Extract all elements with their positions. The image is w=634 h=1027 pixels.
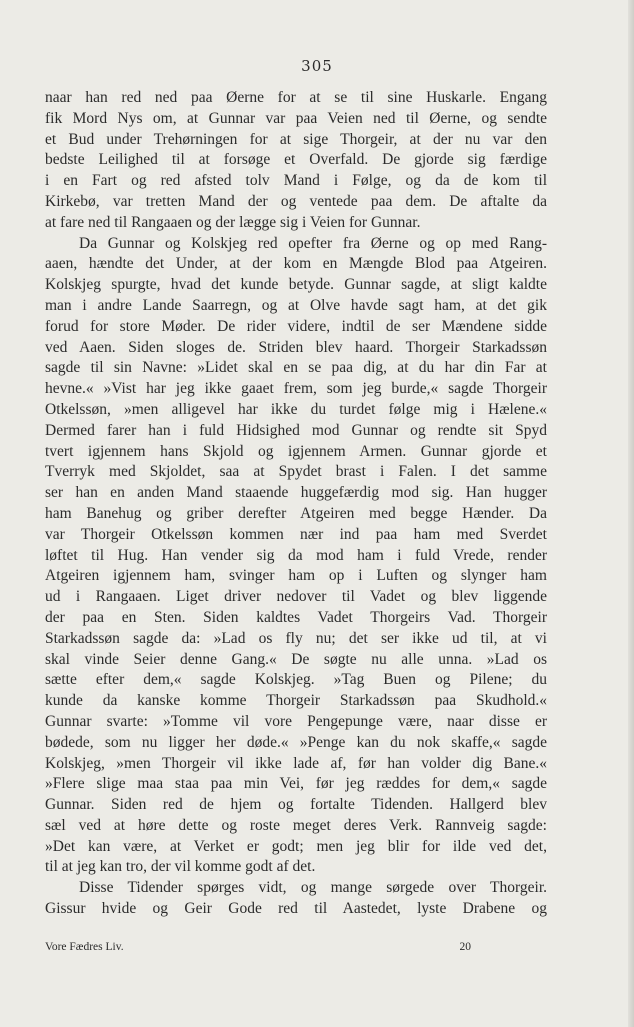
text-line: ud i Rangaaen. Liget driver nedover til Vadet og blev liggende xyxy=(45,588,547,606)
text-line: Gissur hvide og Geir Gode red til Aastedet, lyste Drabene og xyxy=(45,900,547,918)
text-line: at fare ned til Rangaaen og der lægge sig i Veien for Gunnar. xyxy=(45,213,421,231)
text-line: ser han en anden Mand staaende huggefærdig mod sig. Han hugger xyxy=(45,484,547,502)
text-line: i en Fart og red afsted tolv Mand i Følge, og da de kom til xyxy=(45,172,547,190)
text-line: naar han red ned paa Øerne for at se til sine Huskarle. Engang xyxy=(45,89,547,106)
text-line: Atgeiren igjennem ham, svinger ham op i Luften og slynger ham xyxy=(45,567,547,585)
text-line: aaen, hændte det Under, at der kom en Mængde Blod paa Atgeiren. xyxy=(45,255,547,273)
text-line: hevne.« »Vist har jeg ikke gaaet frem, som jeg burde,« sagde Thorgeir xyxy=(45,380,547,398)
text-line: Kirkebø, var tretten Mand der og ventede paa dem. De aftalte da xyxy=(45,192,547,210)
text-line: Kolskjeg, »men Thorgeir vil ikke lade af, før han volder dig Bane.« xyxy=(45,754,547,772)
text-line: sagde til sin Navne: »Lidet skal en se paa dig, at du har din Far at xyxy=(45,359,547,377)
text-line: sætte efter dem,« sagde Kolskjeg. »Tag Buen og Pilene; du xyxy=(45,671,547,689)
text-line: forud for store Møder. De rider videre, indtil de ser Mændene sidde xyxy=(45,317,547,335)
text-line: kunde da kanske komme Thorgeir Starkadssøn paa Skudhold.« xyxy=(45,692,547,710)
text-line: sæl ved at høre dette og roste meget deres Verk. Rannveig sagde: xyxy=(45,816,547,834)
text-line: Otkelssøn, »men alligevel har ikke du turdet følge mig i Hælene.« xyxy=(45,400,547,418)
text-line: var Thorgeir Otkelssøn kommen nær ind paa ham med Sverdet xyxy=(45,525,547,543)
text-line: bedste Leilighed til at forsøge et Overfald. De gjorde sig færdige xyxy=(45,151,547,169)
text-line: Dermed farer han i fuld Hidsighed mod Gunnar og rendte sit Spyd xyxy=(45,421,547,439)
text-line: til at jeg kan tro, der vil komme godt af det. xyxy=(45,858,316,876)
text-line: Tverryk med Skjoldet, saa at Spydet brast i Falen. I det samme xyxy=(45,463,547,481)
text-line: Da Gunnar og Kolskjeg red opefter fra Øerne og op med Rang- xyxy=(79,234,547,252)
scan-edge-shadow xyxy=(628,0,634,1027)
text-line: et Bud under Trehørningen for at sige Thorgeir, at der nu var den xyxy=(45,130,547,148)
page-number: 305 xyxy=(301,57,333,75)
text-line: Gunnar. Siden red de hjem og fortalte Tidenden. Hallgerd blev xyxy=(45,796,547,814)
text-line: bødede, som nu ligger her døde.« »Penge kan du nok skaffe,« sagde xyxy=(45,733,547,751)
text-line: tvert igjennem hans Skjold og igjennem Armen. Gunnar gjorde et xyxy=(45,442,547,460)
body-text xyxy=(45,88,547,920)
footer-signature-mark: 20 xyxy=(459,941,471,953)
footer-book-title: Vore Fædres Liv. xyxy=(45,941,124,953)
text-line: »Flere slige maa staa paa min Vei, før jeg ræddes for dem,« sagde xyxy=(45,775,547,793)
text-line: »Det kan være, at Verket er godt; men jeg blir for ilde ved det, xyxy=(45,837,547,855)
text-line: ved Aaen. Siden sloges de. Striden blev haard. Thorgeir Starkadssøn xyxy=(45,338,547,356)
text-line: løftet til Hug. Han vender sig da mod ham i fuld Vrede, render xyxy=(45,546,547,564)
text-line: Gunnar svarte: »Tomme vil vore Pengepunge være, naar disse er xyxy=(45,712,547,730)
page-footer xyxy=(45,941,547,953)
text-line: Kolskjeg spurgte, hvad det kunde betyde. Gunnar sagde, at sligt kaldte xyxy=(45,276,547,294)
text-line: man i andre Lande Saarregn, og at Olve havde sagt ham, at det gik xyxy=(45,296,547,314)
text-line: ham Banehug og griber derefter Atgeiren med begge Hænder. Da xyxy=(45,504,547,522)
text-line: der paa en Sten. Siden kaldtes Vadet Thorgeirs Vad. Thorgeir xyxy=(45,608,547,626)
text-line: fik Mord Nys om, at Gunnar var paa Veien ned til Øerne, og sendte xyxy=(45,109,547,127)
text-line: Disse Tidender spørges vidt, og mange sørgede over Thorgeir. xyxy=(79,879,547,897)
text-line: Starkadssøn sagde da: »Lad os fly nu; det ser ikke ud til, at vi xyxy=(45,629,547,647)
text-line: skal vinde Seier denne Gang.« De søgte nu alle unna. »Lad os xyxy=(45,650,547,668)
